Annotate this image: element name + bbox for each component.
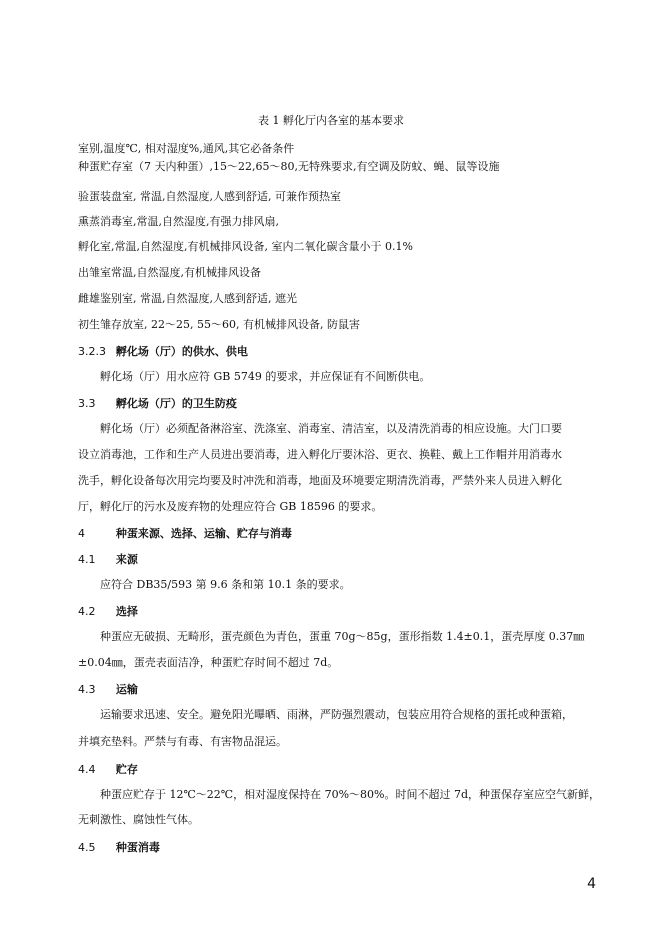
section-title: 贮存	[115, 763, 138, 776]
table-row: 出雏室常温,自然湿度,有机械排风设备	[78, 266, 261, 279]
section-number: 3.2.3	[78, 345, 106, 358]
table-row: 孵化室,常温,自然湿度,有机械排风设备, 室内二氧化碳含量小于 0.1%	[78, 240, 413, 253]
section-heading-4-1	[78, 553, 138, 567]
paragraph-line: 无刺激性、腐蚀性气体。	[78, 813, 199, 826]
section-number: 3.3	[78, 397, 96, 410]
section-number: 4.2	[78, 605, 96, 618]
section-heading-4-4	[78, 763, 138, 777]
section-title: 运输	[115, 683, 138, 696]
table-row: 熏蒸消毒室,常温,自然湿度,有强力排风扇,	[78, 215, 279, 228]
page-number: 4	[587, 876, 596, 892]
paragraph-line: ±0.04㎜，蛋壳表面洁净，种蛋贮存时间不超过 7d。	[78, 656, 339, 669]
paragraph: 应符合 DB35/593 第 9.6 条和第 10.1 条的要求。	[100, 578, 351, 591]
section-heading-4-3	[78, 683, 138, 697]
section-title: 孵化场（厅）的卫生防疫	[115, 397, 237, 410]
section-heading-4-5	[78, 841, 160, 855]
paragraph-line: 运输要求迅速、安全。避免阳光曝晒、雨淋，严防强烈震动，包装应用符合规格的蛋托或种蛋箱，	[100, 708, 573, 721]
paragraph-line: 种蛋应无破损、无畸形，蛋壳颜色为青色，蛋重 70g～85g，蛋形指数 1.4±0.1，蛋壳厚度 0.37㎜	[100, 630, 585, 643]
section-number: 4	[78, 527, 85, 540]
section-heading-3-3	[78, 397, 237, 411]
section-heading-4	[78, 527, 292, 541]
paragraph-line: 设立消毒池，工作和生产人员进出要消毒，进入孵化厅要沐浴、更衣、换鞋、戴上工作帽并用消毒水	[78, 448, 562, 461]
section-title: 来源	[115, 553, 138, 566]
paragraph-line: 并填充垫料。严禁与有毒、有害物品混运。	[78, 735, 287, 748]
section-heading-4-2	[78, 605, 138, 619]
paragraph-line: 洗手，孵化设备每次用完均要及时冲洗和消毒，地面及环境要定期清洗消毒，严禁外来人员进入孵化	[78, 474, 562, 487]
section-title: 孵化场（厅）的供水、供电	[115, 345, 248, 358]
table-row: 初生雏存放室, 22～25, 55～60, 有机械排风设备, 防鼠害	[78, 318, 360, 331]
section-number: 4.5	[78, 841, 96, 854]
section-number: 4.1	[78, 553, 96, 566]
section-heading-3-2-3	[78, 345, 248, 359]
paragraph: 孵化场（厅）用水应符 GB 5749 的要求，并应保证有不间断供电。	[100, 370, 431, 383]
section-title: 选择	[115, 605, 138, 618]
paragraph-line: 种蛋应贮存于 12℃～22℃，相对湿度保持在 70%～80%。时间不超过 7d，种蛋保存室应空气新鲜，	[100, 788, 601, 801]
section-number: 4.3	[78, 683, 96, 696]
paragraph-line: 厅，孵化厅的污水及废弃物的处理应符合 GB 18596 的要求。	[78, 500, 383, 513]
paragraph-line: 孵化场（厅）必须配备淋浴室、洗涤室、消毒室、清洁室，以及清洗消毒的相应设施。大门口要	[100, 422, 562, 435]
table-row: 验蛋装盘室, 常温,自然湿度,人感到舒适, 可兼作预热室	[78, 190, 341, 203]
section-title: 种蛋消毒	[115, 841, 160, 854]
table-row: 种蛋贮存室（7 天内种蛋）,15～22,65～80,无特殊要求,有空调及防蚊、蝇、鼠等设施	[78, 160, 500, 173]
section-number: 4.4	[78, 763, 96, 776]
table-row-header: 室别,温度℃, 相对湿度%,通风,其它必备条件	[78, 142, 295, 155]
table-row: 雌雄鉴别室, 常温,自然湿度,人感到舒适, 遮光	[78, 292, 297, 305]
table-title: 表 1 孵化厅内各室的基本要求	[258, 114, 404, 127]
section-title: 种蛋来源、选择、运输、贮存与消毒	[115, 527, 292, 540]
